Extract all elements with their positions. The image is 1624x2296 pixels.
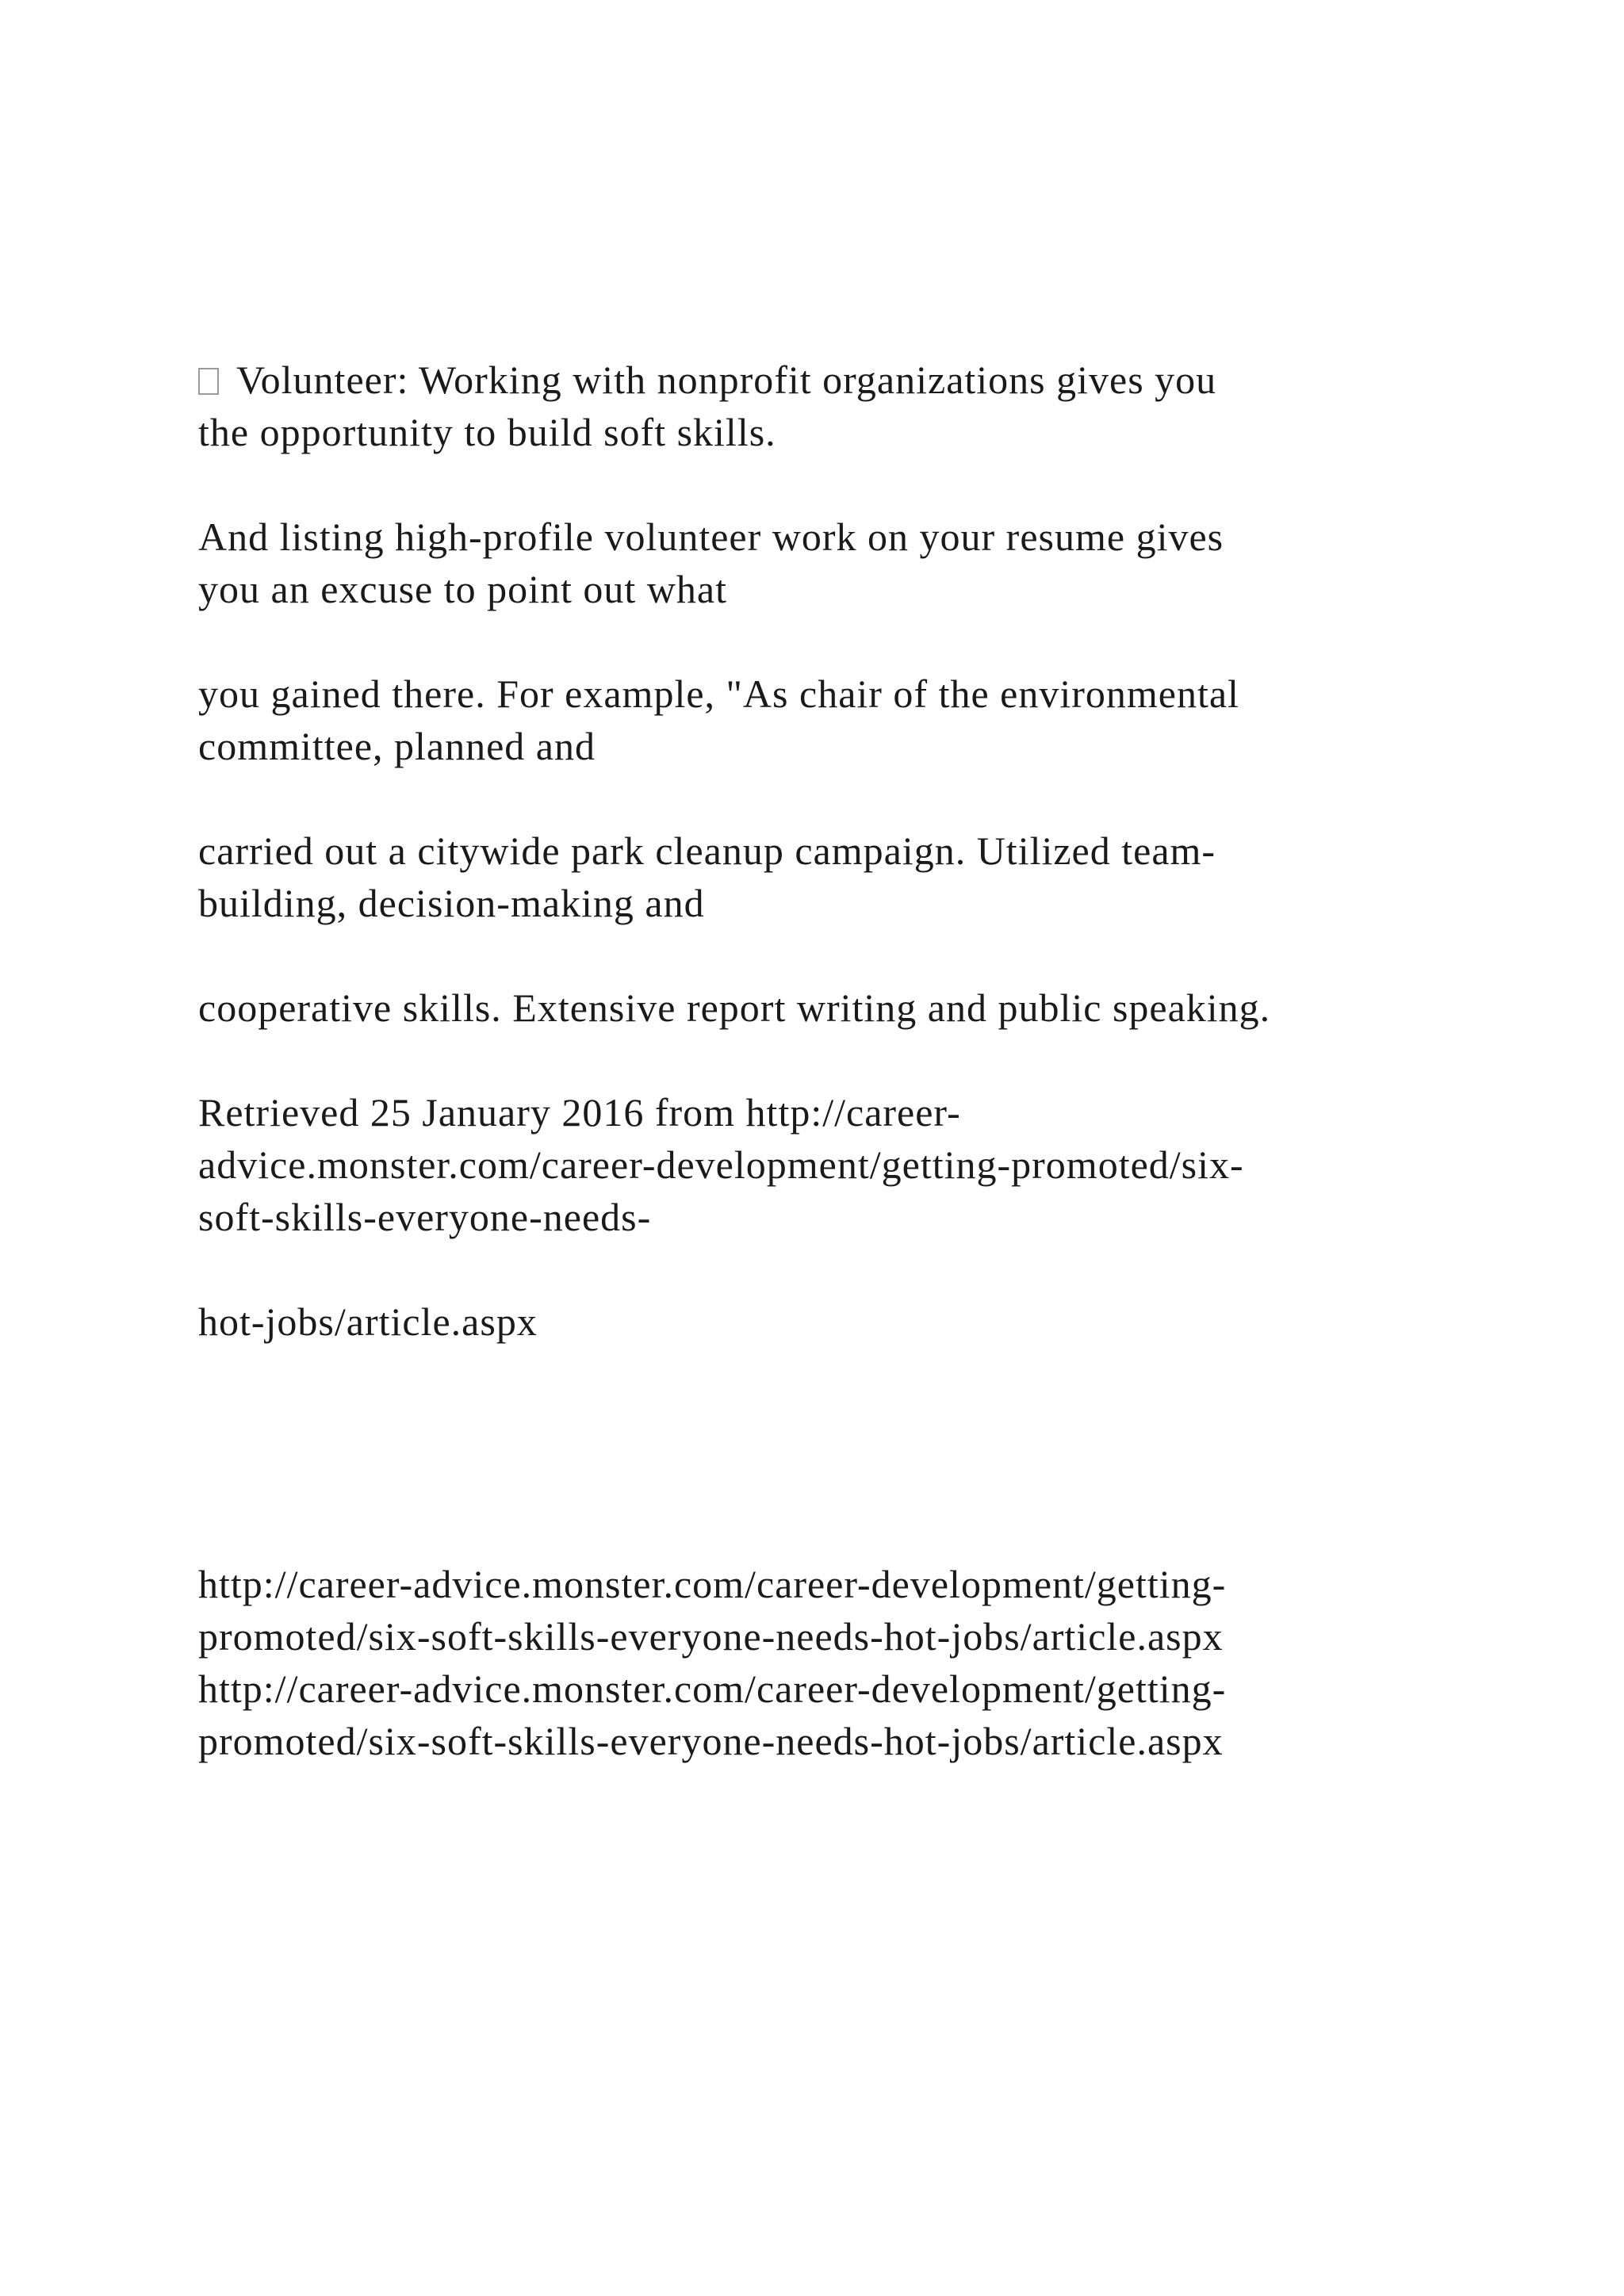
paragraph-6-line-3: soft-skills-everyone-needs- — [198, 1195, 652, 1239]
paragraph-6-line-2: advice.monster.com/career-development/getting-promoted/six- — [198, 1142, 1244, 1187]
paragraph-2-line-1: And listing high-profile volunteer work on your resume gives — [198, 515, 1224, 559]
paragraph-3-line-2: committee, planned and — [198, 724, 596, 768]
paragraph-7-line-1: hot-jobs/article.aspx — [198, 1299, 538, 1344]
paragraph-6-line-1: Retrieved 25 January 2016 from http://career- — [198, 1090, 961, 1135]
url-line-4: promoted/six-soft-skills-everyone-needs-hot-jobs/article.aspx — [198, 1719, 1224, 1763]
paragraph-2-line-2: you an excuse to point out what — [198, 567, 727, 611]
url-line-3: http://career-advice.monster.com/career-development/getting- — [198, 1667, 1227, 1711]
missing-glyph-box-icon — [198, 368, 219, 395]
url-line-1: http://career-advice.monster.com/career-development/getting- — [198, 1562, 1227, 1606]
paragraph-1-line-2: the opportunity to build soft skills. — [198, 410, 776, 454]
paragraph-1-line-1-text: Volunteer: Working with nonprofit organizations gives you — [236, 358, 1217, 402]
paragraph-5-line-1: cooperative skills. Extensive report writing and public speaking. — [198, 985, 1271, 1030]
paragraph-4-line-1: carried out a citywide park cleanup campaign. Utilized team- — [198, 828, 1216, 873]
paragraph-3-line-1: you gained there. For example, "As chair of the environmental — [198, 672, 1239, 716]
paragraph-4-line-2: building, decision-making and — [198, 881, 705, 925]
paragraph-1-line-1 — [198, 354, 1216, 406]
url-line-2: promoted/six-soft-skills-everyone-needs-hot-jobs/article.aspx — [198, 1614, 1224, 1659]
